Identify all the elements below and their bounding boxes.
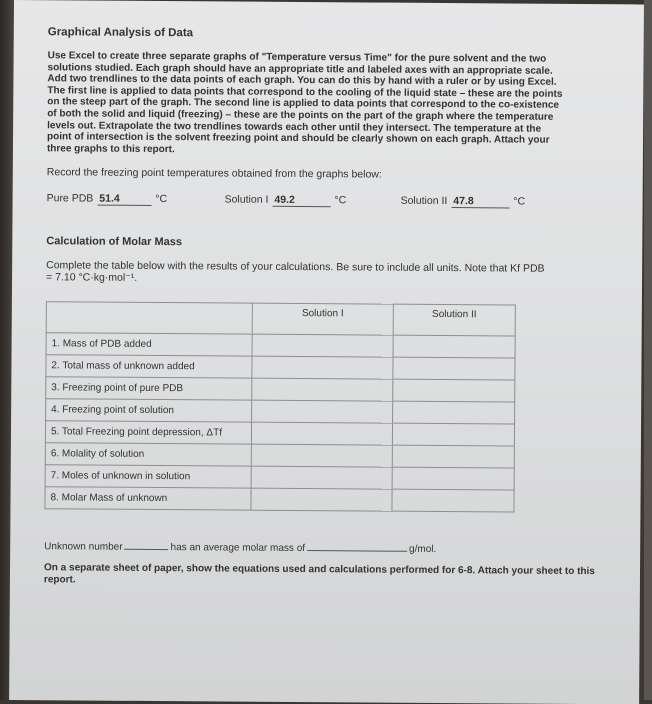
table-row: [46, 377, 515, 402]
freezing-point-solution-2: [401, 195, 526, 209]
solution-2-cell[interactable]: [392, 489, 514, 512]
unknown-unit: g/mol.: [409, 544, 437, 556]
solution-2-cell[interactable]: [393, 357, 515, 380]
row-label: 5. Total Freezing point depression, ΔTf: [45, 421, 251, 444]
row-label: 4. Freezing point of solution: [46, 399, 252, 422]
fp-label: Solution I: [224, 193, 269, 207]
row-label: 8. Molar Mass of unknown: [45, 487, 251, 510]
header-cell: Solution I: [252, 304, 393, 336]
solution-2-cell[interactable]: [393, 379, 515, 402]
worksheet-page: [9, 0, 644, 704]
table-row: [45, 421, 514, 446]
header-cell: [46, 302, 252, 334]
unknown-middle: has an average molar mass of: [170, 542, 306, 555]
solution-2-cell[interactable]: [393, 335, 515, 358]
header-cell: Solution II: [393, 304, 515, 336]
solution-2-cell[interactable]: [392, 423, 514, 446]
unknown-molar-mass-line: [44, 542, 610, 557]
results-table: [44, 302, 515, 513]
table-row: [45, 465, 514, 490]
fp-unit: °C: [334, 194, 347, 207]
table-row: [45, 487, 514, 512]
unknown-number-blank[interactable]: [125, 549, 169, 550]
solution-1-cell[interactable]: [252, 357, 393, 380]
fp-unit: °C: [513, 195, 526, 208]
fp-unit: °C: [155, 193, 168, 206]
final-instructions: On a separate sheet of paper, show the equations used and calculations performed for 6-8. Attach your sheet to this report.: [43, 562, 595, 586]
solution-2-cell[interactable]: [393, 401, 515, 424]
table-row: [45, 443, 514, 468]
record-prompt: Record the freezing point temperatures obtained from the graphs below:: [46, 166, 382, 181]
table-row: [46, 355, 515, 380]
solution-1-cell[interactable]: [252, 379, 393, 402]
solution-2-cell[interactable]: [392, 445, 514, 468]
molar-mass-heading: Calculation of Molar Mass: [46, 235, 183, 249]
fp-value-field[interactable]: 51.4: [97, 193, 151, 206]
solution-2-cell[interactable]: [392, 467, 514, 490]
row-label: 6. Molality of solution: [45, 443, 251, 466]
solution-1-cell[interactable]: [251, 445, 392, 468]
table-instructions: Complete the table below with the results of your calculations. Be sure to include all units. Note that Kf PDB = 7.10 °C·kg·mol⁻¹.: [46, 259, 545, 285]
freezing-point-pure-pdb: [47, 193, 225, 207]
row-label: 1. Mass of PDB added: [46, 333, 252, 356]
fp-label: Solution II: [400, 195, 448, 208]
row-label: 7. Moles of unknown in solution: [45, 465, 251, 488]
freezing-point-row: [47, 193, 613, 210]
row-label: 2. Total mass of unknown added: [46, 355, 252, 378]
fp-value-field[interactable]: 49.2: [272, 194, 330, 207]
table-row: [46, 333, 515, 358]
table-header-row: [46, 302, 515, 336]
section-title: Graphical Analysis of Data: [47, 26, 194, 40]
instructions-paragraph: Use Excel to create three separate graphs of "Temperature versus Time" for the pure solvent and the two solutions studied. Each graph should have an appropriate title and labeled axes with an appropriate scale. Add two trendlines to the data points of each graph. You can do this by hand with a ruler or by using Excel. The first line is applied to data points that correspond to the cooling of the liquid state – these are the points on the steep part of the graph. The second line is applied to data points that correspond to the co-existence of both the solid and liquid (freezing) – these are the points on the part of the graph where the temperature levels out. Extrapolate the two trendlines towards each other until they intersect. The temperature at the point of intersection is the solvent freezing point and should be clearly shown on each graph. Attach your three graphs to this report.: [46, 50, 563, 155]
solution-1-cell[interactable]: [252, 401, 393, 424]
solution-1-cell[interactable]: [252, 335, 393, 358]
page-shadow-right: [644, 0, 652, 700]
fp-value-field[interactable]: 47.8: [451, 195, 509, 208]
molar-mass-blank[interactable]: [307, 550, 407, 552]
solution-1-cell[interactable]: [251, 423, 392, 446]
solution-1-cell[interactable]: [251, 489, 392, 512]
solution-1-cell[interactable]: [251, 467, 392, 490]
row-label: 3. Freezing point of pure PDB: [46, 377, 252, 400]
unknown-prefix: Unknown number: [44, 541, 123, 554]
freezing-point-solution-1: [225, 194, 401, 208]
fp-label: Pure PDB: [46, 192, 94, 205]
table-row: [46, 399, 515, 424]
